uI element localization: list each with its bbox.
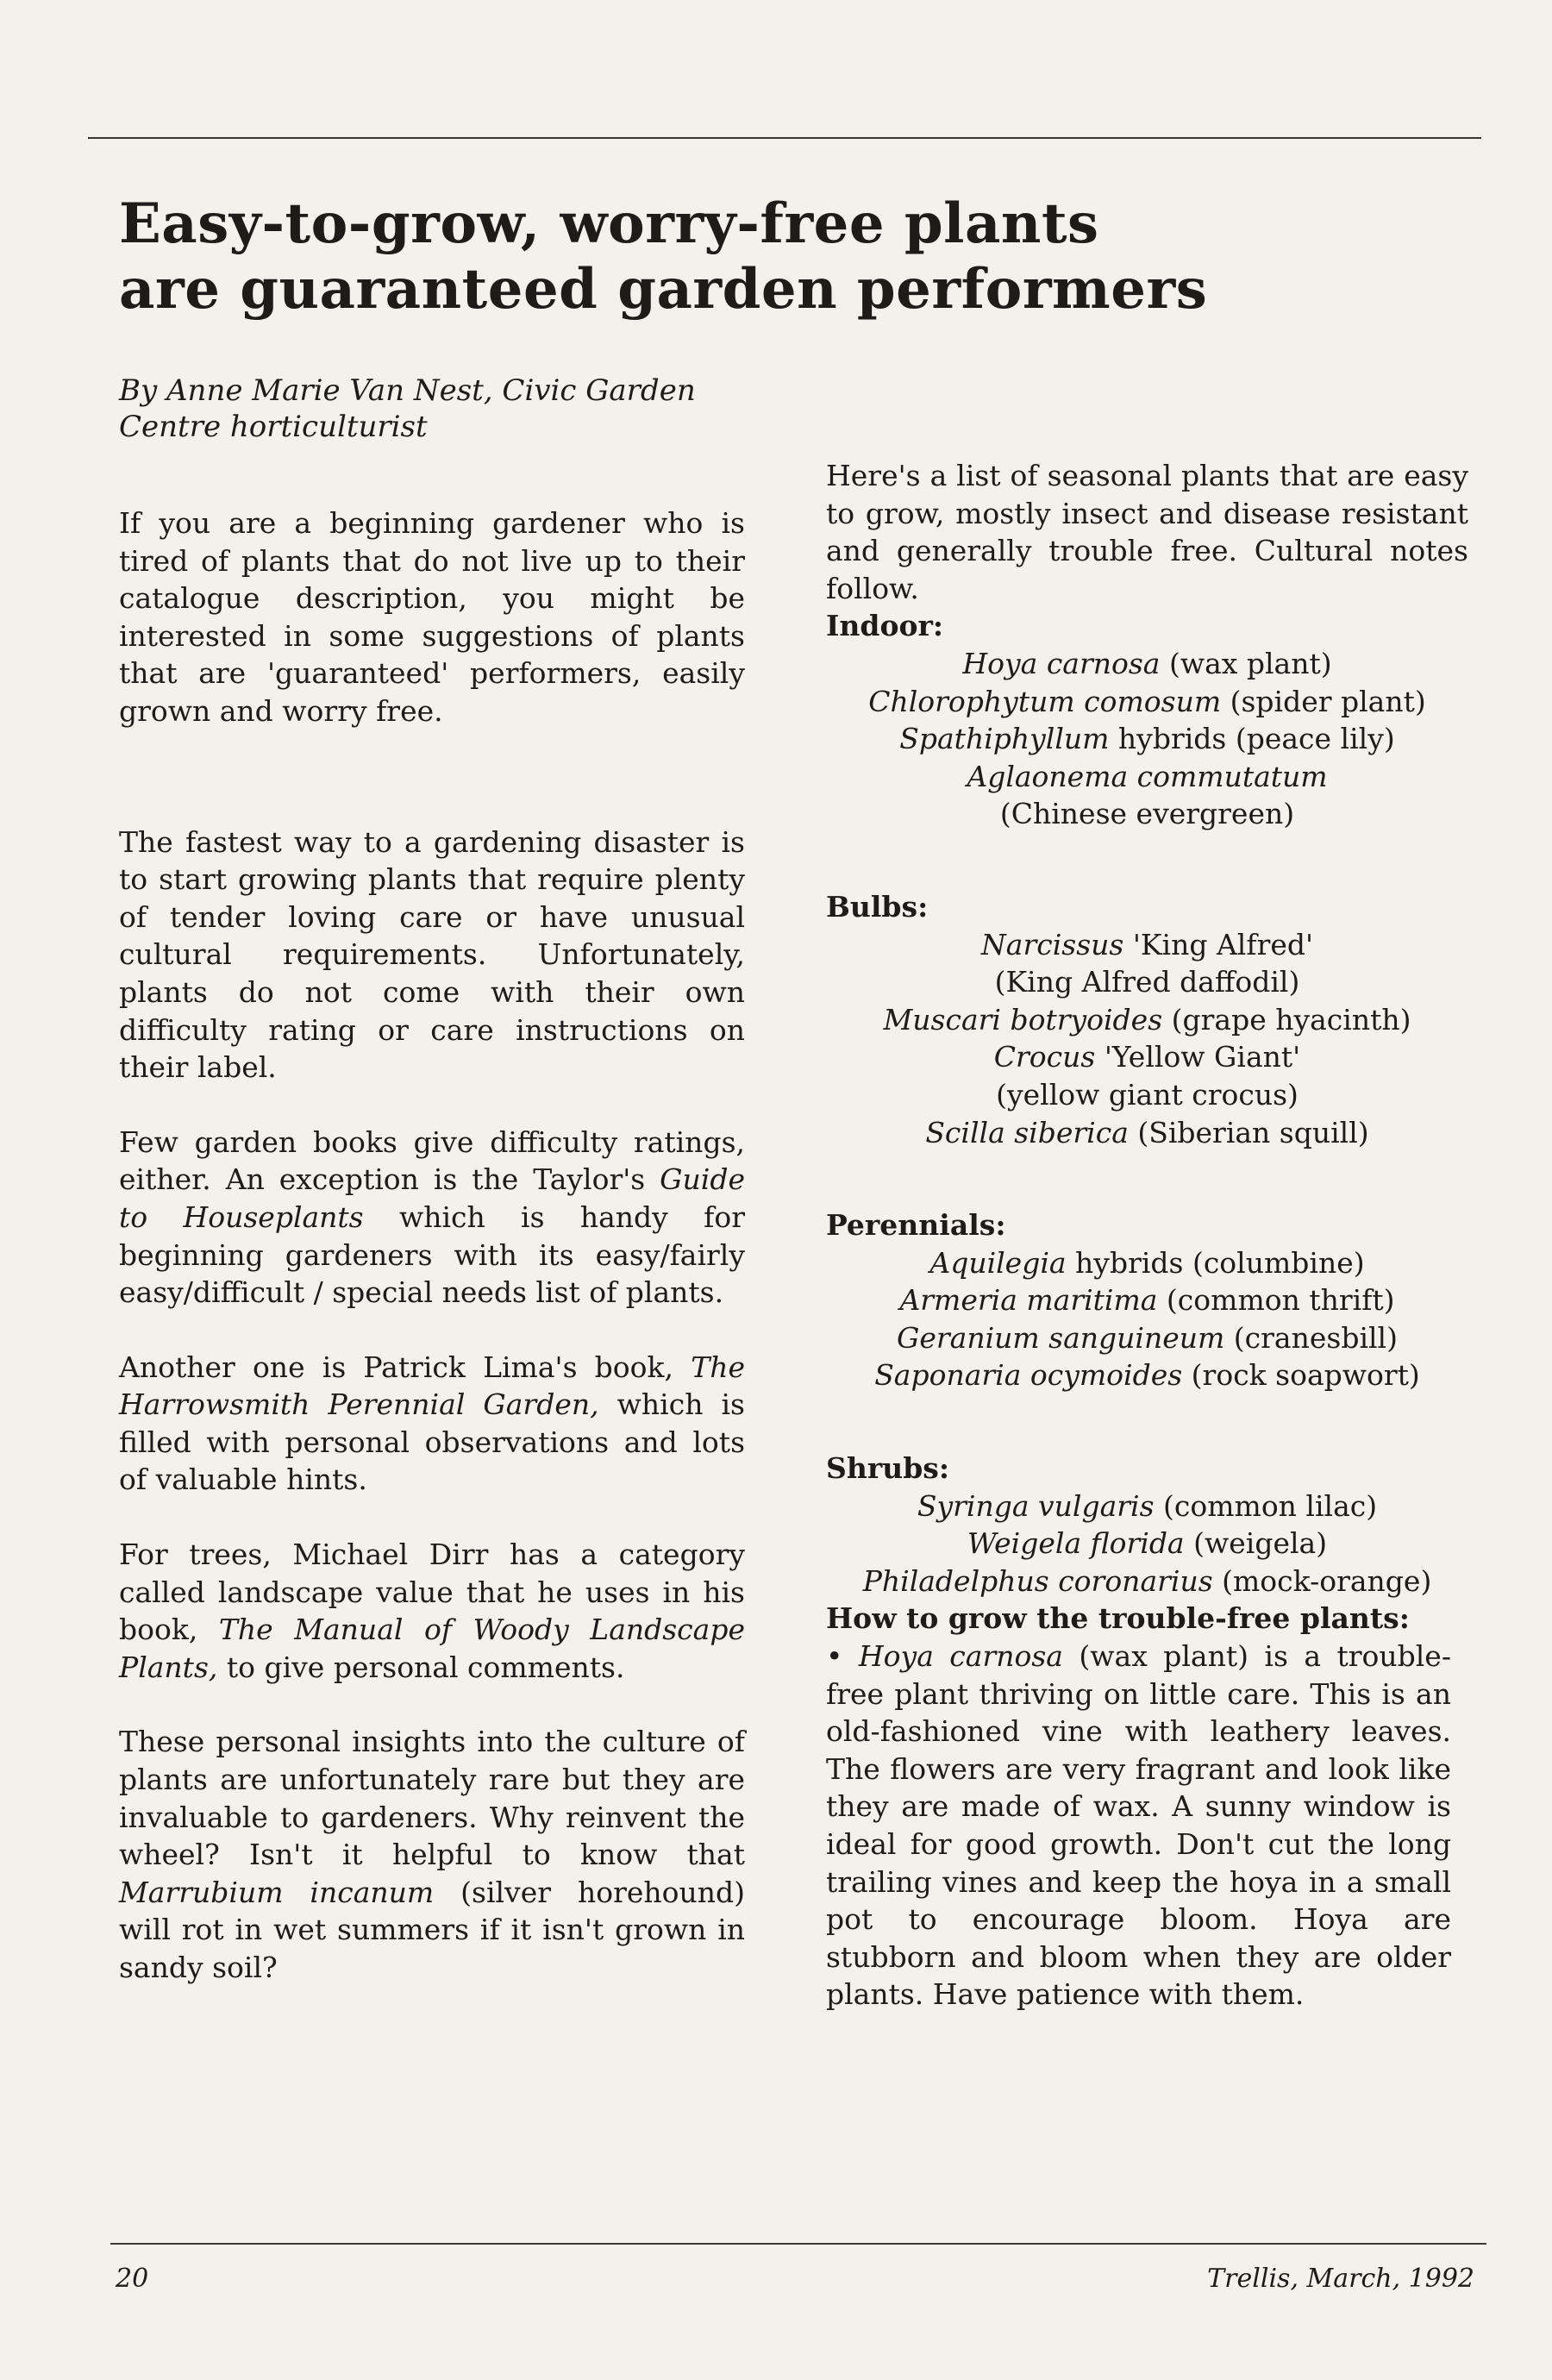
paragraph-5-text-b: to give personal comments. — [217, 1650, 625, 1684]
byline-line-2: Centre horticulturist — [119, 410, 428, 444]
plant-group-heading: Bulbs: — [826, 889, 929, 924]
paragraph-5 — [119, 1536, 745, 1686]
paragraph-6 — [119, 1723, 745, 1986]
paragraph-3 — [119, 1124, 745, 1312]
paragraph-6-text-a: These personal insights into the culture of plants are unfortunately rare but they are invaluable to gardeners. Why reinvent the wheel? Isn't it helpful to know that — [119, 1725, 745, 1872]
plant-latin-name: Hoya carnosa — [962, 646, 1161, 680]
plant-latin-name: Geranium sanguineum — [897, 1320, 1225, 1355]
plant-common-name: (yellow giant crocus) — [996, 1077, 1299, 1112]
left-column — [119, 504, 745, 1987]
plant-list-intro: Here's a list of seasonal plants that are easy to grow, mostly insect and disease resistant and generally trouble free. Cultural notes follow. — [826, 459, 1468, 605]
plant-latin-name: Aglaonema commutatum — [967, 759, 1328, 793]
plant-common-name: (cranesbill) — [1224, 1320, 1398, 1355]
plant-common-name: (grape hyacinth) — [1162, 1002, 1411, 1037]
plant-common-name: hybrids (peace lily) — [1109, 722, 1395, 756]
plant-latin-name: Narcissus — [980, 927, 1124, 961]
paragraph-4-text-b: which is filled with personal observations and lots of valuable hints. — [119, 1387, 745, 1497]
plant-entry — [826, 1356, 1468, 1394]
plant-latin-name: Armeria maritima — [899, 1283, 1158, 1318]
plant-latin-name: Crocus — [993, 1040, 1096, 1074]
plant-common-name: (rock soapwort) — [1182, 1358, 1420, 1393]
plant-entry — [826, 1244, 1468, 1282]
article-title — [119, 191, 1412, 323]
plant-entry — [826, 1281, 1468, 1319]
plant-entry — [826, 926, 1468, 964]
paragraph-4-text-a: Another one is Patrick Lima's book, — [119, 1350, 692, 1384]
paragraph-6-text-b: (silver horehound) will rot in wet summers if it isn't grown in sandy soil? — [119, 1875, 745, 1984]
howto-hoya-text: (wax plant) is a trouble-free plant thriving on little care. This is an old-fashioned vine with leathery leaves. The flowers are very fragrant and look like they are made of wax. A sunny window is ideal for good growth. Don't cut the long trailing vines and keep the hoya in a small pot to encourage bloom. Hoya are stubborn and bloom when they are older plants. Have patience with them. — [826, 1639, 1451, 2012]
plant-common-name: 'Yellow Giant' — [1095, 1040, 1301, 1074]
byline-line-1: By Anne Marie Van Nest, Civic Garden — [119, 373, 696, 408]
plant-entry — [826, 683, 1468, 721]
publication-credit: Trellis, March, 1992 — [1207, 2264, 1474, 2294]
plant-common-name: (Chinese evergreen) — [999, 797, 1295, 831]
plant-latin-name: Syringa vulgaris — [917, 1488, 1155, 1523]
paragraph-5-text-a: For trees, Michael Dirr has a category called landscape value that he uses in his book, — [119, 1538, 745, 1647]
paragraph-1: If you are a beginning gardener who is tired of plants that do not live up to their catalogue description, you might be interested in some suggestions of plants that are 'guaranteed' performers, easily grown and worry free. — [119, 506, 745, 728]
right-column — [826, 457, 1468, 2014]
plant-latin-name: Chlorophytum comosum — [868, 684, 1222, 718]
plant-entry — [826, 1488, 1468, 1525]
plant-latin-name: Saponaria ocymoides — [874, 1358, 1183, 1393]
plant-list — [826, 607, 1468, 1600]
howto-heading: How to grow the trouble-free plants: — [826, 1601, 1410, 1636]
book-title-woody-plants: The Manual of Woody Landscape Plants, — [119, 1613, 745, 1684]
plant-entry — [826, 720, 1468, 758]
plant-latin-name: Weigela florida — [967, 1526, 1185, 1561]
paragraph-4 — [119, 1349, 745, 1499]
plant-common-name: (common lilac) — [1154, 1488, 1378, 1523]
plant-latin-name: Scilla siberica — [925, 1115, 1129, 1149]
paragraph-3-text-a: Few garden books give difficulty ratings, either. An exception is the Taylor's — [119, 1124, 745, 1197]
bullet: • — [826, 1639, 859, 1674]
title-line-1: Easy-to-grow, worry-free plants — [119, 191, 1099, 256]
plant-common-name: (wax plant) — [1160, 646, 1332, 680]
plant-common-name: 'King Alfred' — [1123, 927, 1314, 961]
plant-entry — [826, 1525, 1468, 1563]
top-rule — [88, 137, 1481, 139]
plant-latin-name: Spathiphyllum — [899, 722, 1110, 756]
plant-common-name: (common thrift) — [1157, 1283, 1395, 1318]
plant-entry — [826, 758, 1468, 796]
plant-entry — [826, 1563, 1468, 1600]
plant-entry — [826, 1319, 1468, 1357]
howto-hoya-paragraph — [826, 1638, 1451, 2014]
plant-entry — [826, 1076, 1468, 1114]
plant-group-heading: Shrubs: — [826, 1451, 950, 1486]
bottom-rule — [110, 2243, 1486, 2245]
plant-latin-name: Philadelphus coronarius — [862, 1563, 1213, 1598]
book-title-harrowsmith: The Harrowsmith Perennial Garden, — [119, 1350, 745, 1422]
title-line-2: are guaranteed garden performers — [119, 257, 1208, 322]
paragraph-2: The fastest way to a gardening disaster is to start growing plants that require plenty of tender loving care or have unusual cultural requirements. Unfortunately, plants do not come with their own difficulty rating or care instructions on their label. — [119, 824, 745, 1085]
book-title-houseplants: Guide to Houseplants — [119, 1162, 745, 1234]
plant-common-name: (Siberian squill) — [1128, 1115, 1369, 1149]
plant-latin-name: Aquilegia — [929, 1245, 1067, 1280]
plant-entry — [826, 1001, 1468, 1039]
plant-common-name: (King Alfred daffodil) — [994, 965, 1300, 999]
paragraph-3-text-b: which is handy for beginning gardeners with its easy/fairly easy/difficult / special needs list of plants. — [119, 1199, 745, 1310]
plant-group-heading: Indoor: — [826, 609, 944, 643]
plant-common-name: hybrids (columbine) — [1066, 1245, 1365, 1280]
plant-entry — [826, 795, 1468, 833]
byline — [119, 373, 774, 445]
plant-common-name: (weigela) — [1184, 1526, 1328, 1561]
plant-common-name: (mock-orange) — [1212, 1563, 1432, 1598]
plant-entry — [826, 1038, 1468, 1076]
plant-entry — [826, 1114, 1468, 1152]
plant-group-heading: Perennials: — [826, 1208, 1006, 1243]
latin-name-marrubium: Marrubium incanum — [119, 1875, 435, 1909]
plant-common-name: (spider plant) — [1221, 684, 1426, 718]
latin-name-hoya: Hoya carnosa — [858, 1639, 1063, 1674]
plant-entry — [826, 963, 1468, 1001]
plant-latin-name: Muscari botryoides — [883, 1002, 1163, 1037]
plant-entry — [826, 645, 1468, 683]
page-number: 20 — [116, 2264, 149, 2294]
